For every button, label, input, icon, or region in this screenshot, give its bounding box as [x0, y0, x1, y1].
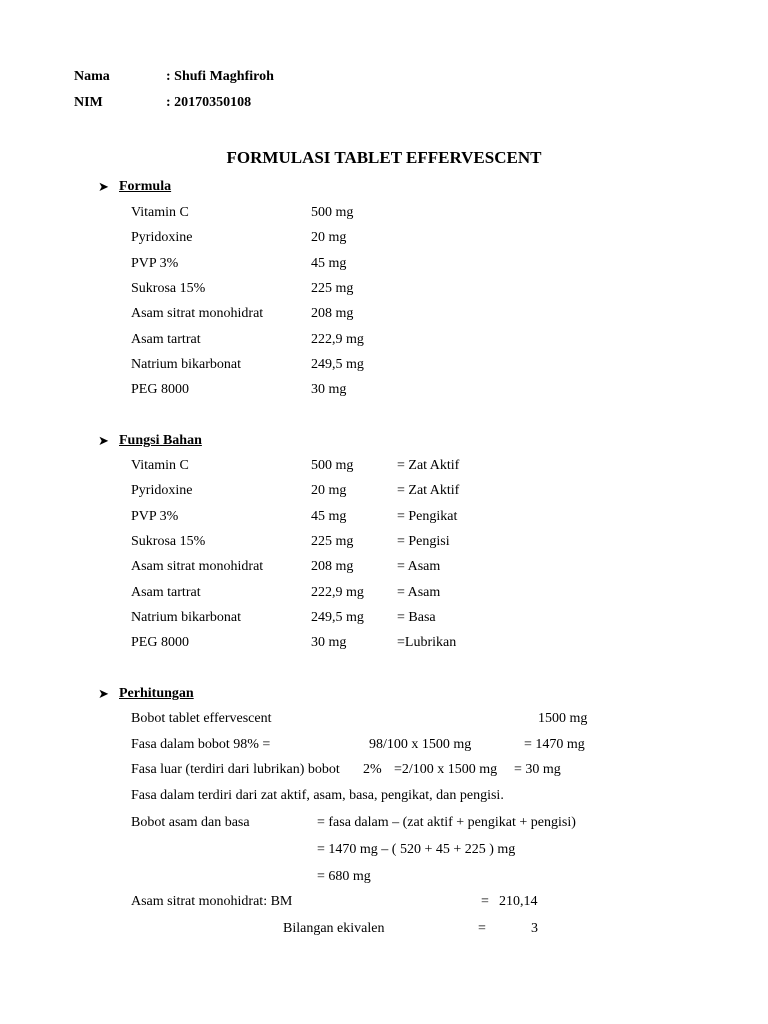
formula-item-name: Pyridoxine [131, 230, 193, 246]
fungsi-item-function: = Basa [397, 609, 436, 625]
fungsi-item-function: = Asam [397, 584, 441, 600]
arrowhead-bullet-icon: ➤ [98, 433, 109, 448]
fungsi-item-name: Asam sitrat monohidrat [131, 559, 264, 575]
fungsi-item-name: Sukrosa 15% [131, 533, 206, 549]
fasa-dalam-label: Fasa dalam bobot 98% = [131, 737, 271, 752]
formula-item-name: PEG 8000 [131, 382, 189, 398]
page-title: FORMULASI TABLET EFFERVESCENT [226, 148, 542, 167]
ekivalen-label: Bilangan ekivalen [283, 921, 385, 936]
fungsi-item-function: = Zat Aktif [397, 458, 460, 473]
formula-item-amount: 222,9 mg [311, 331, 364, 347]
formula-heading: Formula [119, 179, 172, 194]
ekivalen-value: 3 [531, 921, 538, 936]
formula-item-amount: 20 mg [311, 230, 347, 246]
bm-equals: = [481, 894, 489, 909]
nim-value: : 20170350108 [166, 95, 252, 110]
fasa-dalam-description: Fasa dalam terdiri dari zat aktif, asam, basa, pengikat, dan pengisi. [131, 788, 504, 803]
fungsi-item-name: Asam tartrat [131, 584, 201, 600]
bobot-asam-line-2: = 1470 mg – ( 520 + 45 + 225 ) mg [317, 842, 516, 857]
arrowhead-bullet-icon: ➤ [98, 686, 109, 701]
name-value: : Shufi Maghfiroh [166, 69, 274, 84]
perhitungan-heading: Perhitungan [119, 686, 194, 701]
fungsi-item-amount: 208 mg [311, 559, 354, 575]
nim-label: NIM [74, 95, 103, 110]
formula-item-name: Asam sitrat monohidrat [131, 306, 264, 322]
formula-item-amount: 225 mg [311, 280, 354, 296]
formula-item-amount: 500 mg [311, 205, 354, 220]
formula-item-name: PVP 3% [131, 255, 179, 271]
fungsi-item-amount: 30 mg [311, 635, 347, 651]
fungsi-item-amount: 20 mg [311, 483, 347, 499]
fungsi-item-amount: 45 mg [311, 508, 347, 524]
fasa-luar-result: = 30 mg [514, 762, 561, 777]
fungsi-item-name: Pyridoxine [131, 483, 193, 499]
fungsi-item-function: = Pengikat [397, 508, 458, 524]
formula-item-name: Natrium bikarbonat [131, 356, 242, 372]
name-label: Nama [74, 69, 110, 84]
fungsi-item-amount: 225 mg [311, 533, 354, 549]
formula-item-name: Asam tartrat [131, 331, 201, 347]
fungsi-item-function: = Zat Aktif [397, 483, 460, 499]
fungsi-item-amount: 249,5 mg [311, 609, 364, 625]
formula-item-name: Sukrosa 15% [131, 280, 206, 296]
fasa-dalam-result: = 1470 mg [524, 737, 585, 752]
bm-label: Asam sitrat monohidrat: BM [131, 894, 293, 909]
fungsi-item-function: = Asam [397, 559, 441, 575]
fungsi-item-name: Natrium bikarbonat [131, 609, 242, 625]
bobot-tablet-label: Bobot tablet effervescent [131, 711, 272, 726]
fungsi-item-name: PEG 8000 [131, 635, 189, 651]
fungsi-item-amount: 222,9 mg [311, 584, 364, 600]
formula-item-amount: 45 mg [311, 255, 347, 271]
fasa-luar-calc: =2/100 x 1500 mg [394, 762, 498, 777]
formula-item-amount: 30 mg [311, 382, 347, 398]
fungsi-item-function: = Pengisi [397, 533, 450, 549]
formula-item-name: Vitamin C [131, 205, 189, 220]
arrowhead-bullet-icon: ➤ [98, 179, 109, 194]
fungsi-heading: Fungsi Bahan [119, 433, 202, 448]
bobot-asam-label: Bobot asam dan basa [131, 815, 250, 830]
bobot-asam-line-1: = fasa dalam – (zat aktif + pengikat + pengisi) [317, 815, 576, 830]
fasa-luar-pct: 2% [363, 762, 382, 777]
fungsi-item-name: PVP 3% [131, 508, 179, 524]
bobot-asam-line-3: = 680 mg [317, 869, 371, 884]
fasa-dalam-calc: 98/100 x 1500 mg [369, 737, 472, 752]
formula-item-amount: 249,5 mg [311, 356, 364, 372]
fasa-luar-label: Fasa luar (terdiri dari lubrikan) bobot [131, 762, 340, 777]
formula-item-amount: 208 mg [311, 306, 354, 322]
fungsi-item-name: Vitamin C [131, 458, 189, 473]
bobot-tablet-value: 1500 mg [538, 711, 588, 726]
bm-value: 210,14 [499, 894, 538, 909]
fungsi-item-function: =Lubrikan [397, 635, 457, 651]
ekivalen-equals: = [478, 921, 486, 936]
fungsi-item-amount: 500 mg [311, 458, 354, 473]
